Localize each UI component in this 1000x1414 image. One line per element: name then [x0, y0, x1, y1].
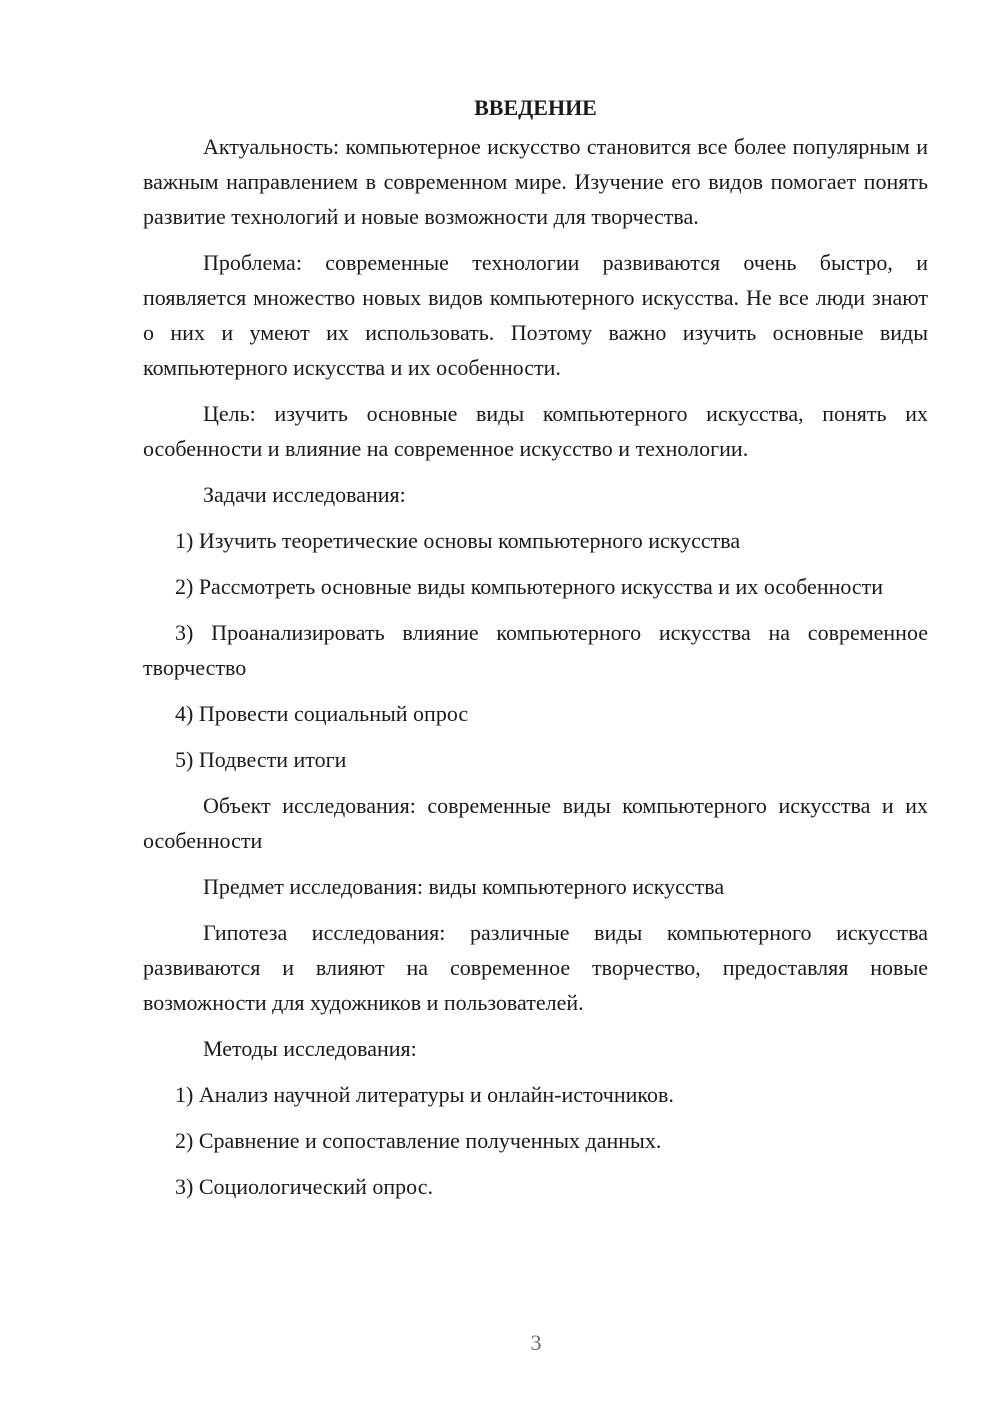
- task-item-4: 4) Провести социальный опрос: [175, 701, 469, 726]
- subject-paragraph: Предмет исследования: виды компьютерного искусства: [203, 874, 725, 899]
- tasks-heading: Задачи исследования:: [203, 482, 406, 507]
- methods-heading: Методы исследования:: [203, 1036, 417, 1061]
- task-item-3: 3) Проанализировать влияние компьютерного искусства на современное творчество: [143, 620, 928, 680]
- task-item-2: 2) Рассмотреть основные виды компьютерного искусства и их особенности: [175, 574, 884, 599]
- document-page: [143, 90, 928, 1215]
- document-title: ВВЕДЕНИЕ: [474, 95, 597, 120]
- problem-paragraph: Проблема: современные технологии развиваются очень быстро, и появляется множество новых видов компьютерного искусства. Не все люди знают о них и умеют их использовать. Поэтому важно изучить основные виды компьютерного искусства и их особенности.: [143, 250, 928, 380]
- method-item-3: 3) Социологический опрос.: [175, 1174, 433, 1199]
- method-item-1: 1) Анализ научной литературы и онлайн-источников.: [175, 1082, 674, 1107]
- relevance-paragraph: Актуальность: компьютерное искусство становится все более популярным и важным направлением в современном мире. Изучение его видов помогает понять развитие технологий и новые возможности для творчества.: [143, 134, 928, 229]
- task-item-1: 1) Изучить теоретические основы компьютерного искусства: [175, 528, 741, 553]
- goal-paragraph: Цель: изучить основные виды компьютерного искусства, понять их особенности и влияние на современное искусство и технологии.: [143, 401, 928, 461]
- method-item-2: 2) Сравнение и сопоставление полученных данных.: [175, 1128, 662, 1153]
- task-item-5: 5) Подвести итоги: [175, 747, 347, 772]
- hypothesis-paragraph: Гипотеза исследования: различные виды компьютерного искусства развиваются и влияют на современное творчество, предоставляя новые возможности для художников и пользователей.: [143, 920, 928, 1015]
- page-number: 3: [530, 1330, 542, 1355]
- object-paragraph: Объект исследования: современные виды компьютерного искусства и их особенности: [143, 793, 928, 853]
